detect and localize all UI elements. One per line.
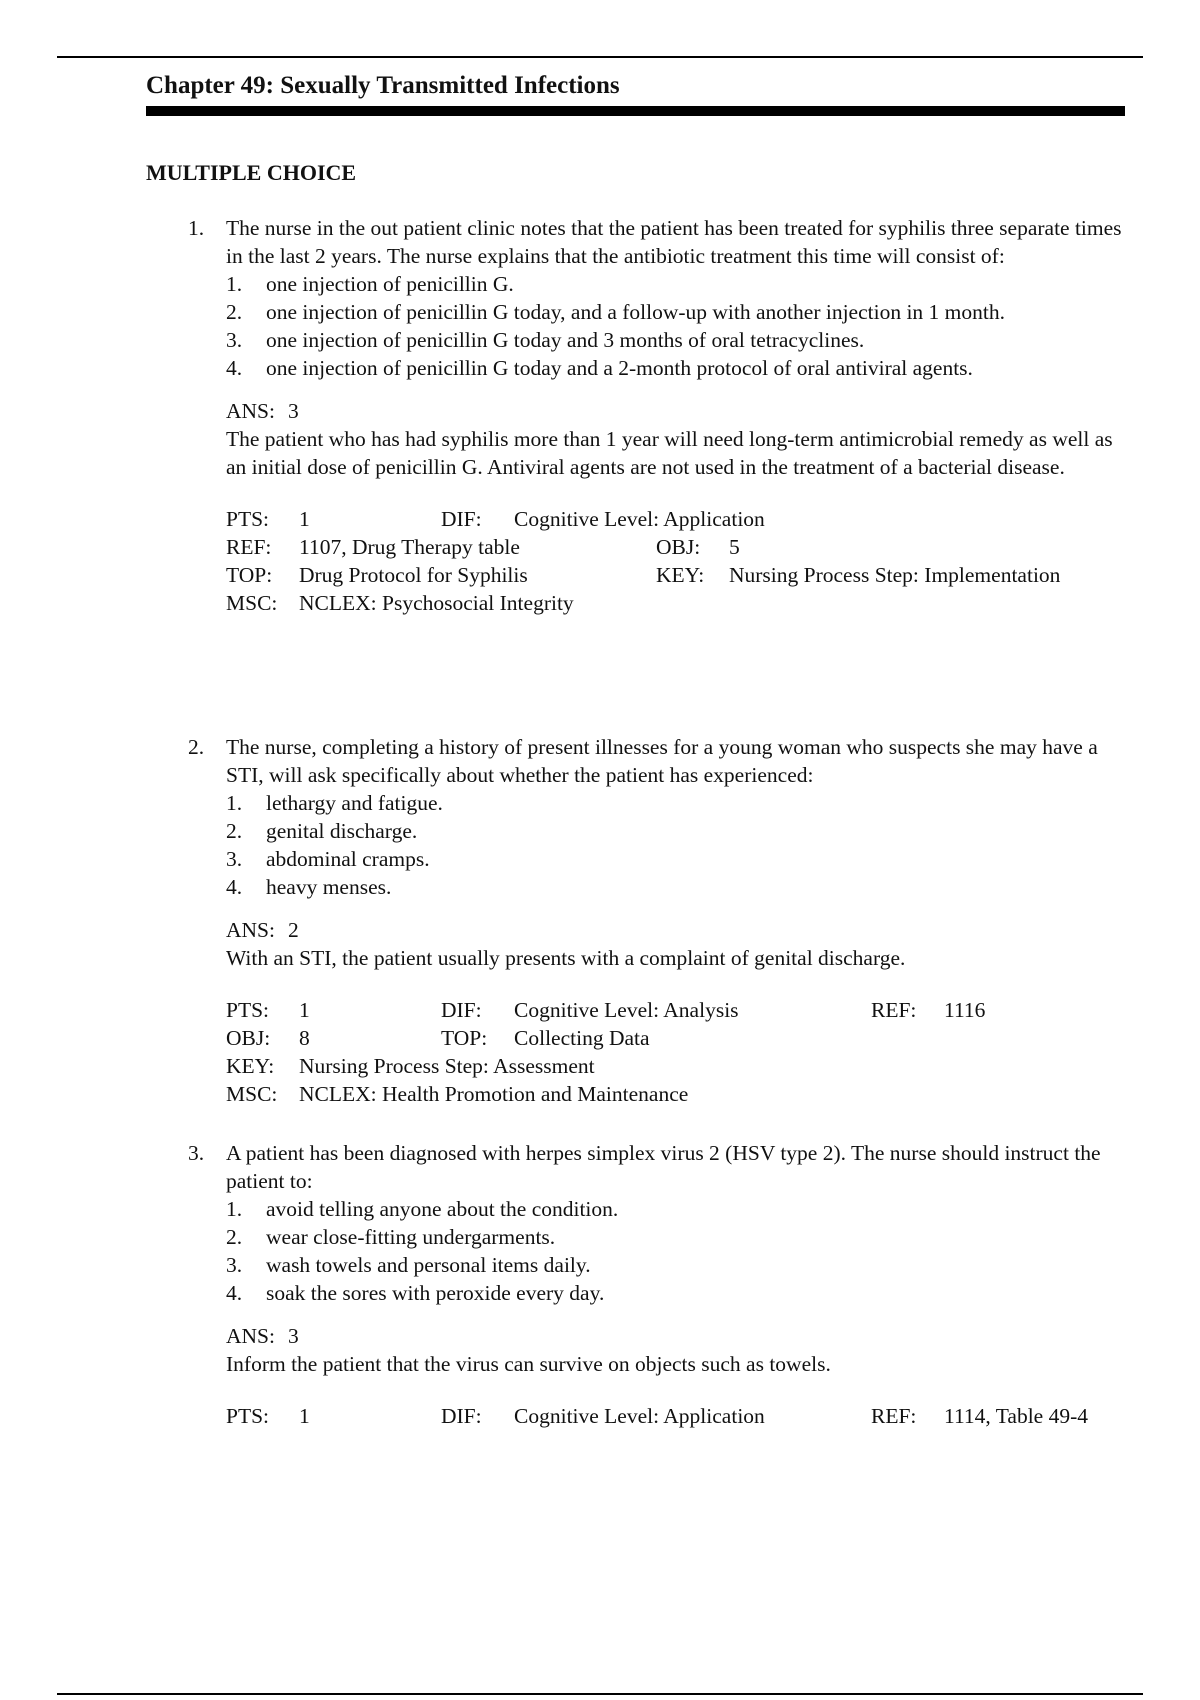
question-2 [146, 733, 1130, 1108]
question-metadata [226, 505, 1130, 617]
option-3 [226, 326, 1130, 354]
answer-label: ANS: [226, 918, 275, 942]
answer-value: 3 [288, 1324, 299, 1348]
question-3 [146, 1139, 1130, 1430]
meta-top: TOP: Drug Protocol for Syphilis [226, 563, 528, 587]
option-number: 1. [226, 1197, 243, 1221]
option-number: 3. [226, 328, 243, 352]
option-1 [226, 270, 1130, 298]
question-stem: A patient has been diagnosed with herpes simplex virus 2 (HSV type 2). The nurse should instruct the patient to: [226, 1141, 1101, 1193]
option-number: 3. [226, 847, 243, 871]
option-number: 1. [226, 791, 243, 815]
meta-pts: PTS: 1 [226, 507, 310, 531]
meta-ref: REF: 1116 [871, 998, 986, 1022]
answer-block [226, 916, 1130, 972]
option-text: one injection of penicillin G today, and a follow-up with another injection in 1 month. [266, 300, 1005, 324]
meta-ref: REF: 1107, Drug Therapy table [226, 535, 520, 559]
answer-label: ANS: [226, 399, 275, 423]
meta-msc: MSC: NCLEX: Psychosocial Integrity [226, 591, 574, 615]
meta-obj: OBJ: 8 [226, 1026, 310, 1050]
option-number: 2. [226, 819, 243, 843]
option-number: 4. [226, 1281, 243, 1305]
option-text: abdominal cramps. [266, 847, 430, 871]
option-2 [226, 298, 1130, 326]
option-text: lethargy and fatigue. [266, 791, 443, 815]
question-stem: The nurse, completing a history of present illnesses for a young woman who suspects she may have a STI, will ask specifically about whether the patient has experienced: [226, 735, 1098, 787]
answer-line [226, 397, 1130, 425]
question-metadata [226, 1402, 1130, 1430]
title-underline-bar [146, 106, 1125, 116]
option-text: heavy menses. [266, 875, 392, 899]
option-text: one injection of penicillin G today and 3 months of oral tetracyclines. [266, 328, 865, 352]
answer-block [226, 397, 1130, 481]
rationale: With an STI, the patient usually presents with a complaint of genital discharge. [226, 946, 906, 970]
option-text: one injection of penicillin G. [266, 272, 514, 296]
option-3 [226, 845, 1130, 873]
rationale: The patient who has had syphilis more than 1 year will need long-term antimicrobial remedy as well as an initial dose of penicillin G. Antiviral agents are not used in the treatment of a bacterial disease. [226, 427, 1113, 479]
answer-value: 2 [288, 918, 299, 942]
option-text: soak the sores with peroxide every day. [266, 1281, 605, 1305]
option-4 [226, 873, 1130, 901]
bottom-rule [57, 1693, 1143, 1695]
option-number: 1. [226, 272, 243, 296]
option-4 [226, 354, 1130, 382]
answer-options [226, 270, 1130, 382]
question-number: 3. [188, 1141, 205, 1165]
answer-options [226, 1195, 1130, 1307]
meta-dif: DIF: Cognitive Level: Application [441, 507, 765, 531]
option-number: 2. [226, 300, 243, 324]
meta-dif: DIF: Cognitive Level: Analysis [441, 998, 739, 1022]
option-2 [226, 1223, 1130, 1251]
question-1 [146, 214, 1130, 617]
question-metadata [226, 996, 1130, 1108]
chapter-title: Chapter 49: Sexually Transmitted Infections [146, 72, 620, 99]
answer-line [226, 916, 1130, 944]
answer-value: 3 [288, 399, 299, 423]
option-1 [226, 1195, 1130, 1223]
option-text: genital discharge. [266, 819, 418, 843]
answer-label: ANS: [226, 1324, 275, 1348]
meta-key: KEY: Nursing Process Step: Implementation [656, 563, 1061, 587]
option-text: wash towels and personal items daily. [266, 1253, 591, 1277]
option-2 [226, 817, 1130, 845]
question-number: 1. [188, 216, 205, 240]
option-text: wear close-fitting undergarments. [266, 1225, 556, 1249]
rationale: Inform the patient that the virus can survive on objects such as towels. [226, 1352, 831, 1376]
meta-ref: REF: 1114, Table 49-4 [871, 1404, 1088, 1428]
meta-obj: OBJ: 5 [656, 535, 740, 559]
meta-pts: PTS: 1 [226, 1404, 310, 1428]
option-text: one injection of penicillin G today and a 2-month protocol of oral antiviral agents. [266, 356, 973, 380]
option-1 [226, 789, 1130, 817]
option-number: 2. [226, 1225, 243, 1249]
option-number: 4. [226, 356, 243, 380]
answer-line [226, 1322, 1130, 1350]
meta-pts: PTS: 1 [226, 998, 310, 1022]
meta-msc: MSC: NCLEX: Health Promotion and Maintenance [226, 1082, 689, 1106]
top-rule [57, 56, 1143, 58]
question-number: 2. [188, 735, 205, 759]
question-stem: The nurse in the out patient clinic notes that the patient has been treated for syphilis three separate times in the last 2 years. The nurse explains that the antibiotic treatment this time will consist of: [226, 216, 1122, 268]
option-number: 4. [226, 875, 243, 899]
meta-top: TOP: Collecting Data [441, 1026, 650, 1050]
option-3 [226, 1251, 1130, 1279]
answer-block [226, 1322, 1130, 1378]
option-text: avoid telling anyone about the condition. [266, 1197, 619, 1221]
section-heading: MULTIPLE CHOICE [146, 160, 357, 185]
meta-dif: DIF: Cognitive Level: Application [441, 1404, 765, 1428]
answer-options [226, 789, 1130, 901]
meta-key: KEY: Nursing Process Step: Assessment [226, 1054, 595, 1078]
option-4 [226, 1279, 1130, 1307]
option-number: 3. [226, 1253, 243, 1277]
